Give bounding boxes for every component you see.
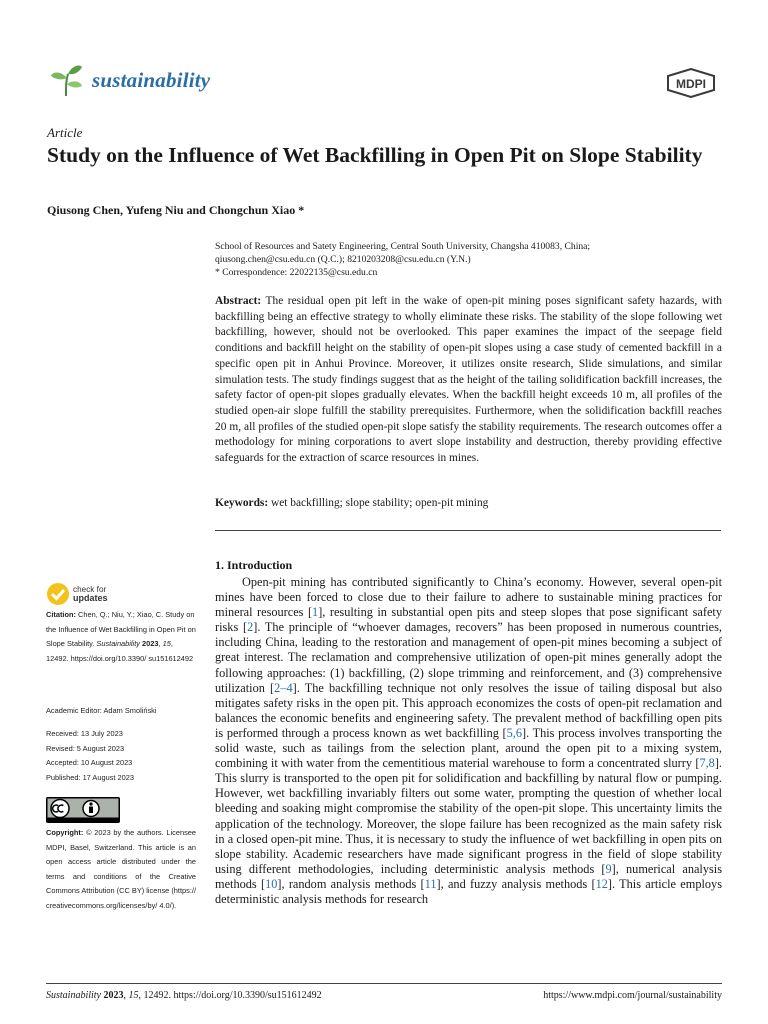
check-for-updates[interactable] xyxy=(46,582,108,606)
paper-title: Study on the Influence of Wet Backfilling in Open Pit on Slope Stability xyxy=(47,143,703,167)
copyright-label: Copyright: xyxy=(46,828,84,837)
citation-link[interactable]: 2–4 xyxy=(274,680,293,695)
footer-citation: Sustainability 2023, 15, 12492. https://doi.org/10.3390/su151612492 xyxy=(46,990,322,1001)
article-type: Article xyxy=(47,125,83,140)
journal-logo xyxy=(48,62,210,98)
check-updates-icon xyxy=(46,582,70,606)
section-heading: 1. Introduction xyxy=(215,558,293,572)
citation-link[interactable]: 12 xyxy=(595,876,608,891)
cc-by-badge[interactable] xyxy=(46,797,120,823)
copyright-block: Copyright: © 2023 by the authors. Licensee MDPI, Basel, Switzerland. This article is an open access article distributed under the terms and conditions of the Creative Commons Attribution (CC BY) license (https:// creativecommons.org/licenses/by/ 4.0/). xyxy=(46,828,196,910)
correspondence[interactable]: * Correspondence: 22022135@csu.edu.cn xyxy=(215,267,378,278)
leaf-icon xyxy=(48,62,84,98)
keywords-label: Keywords: xyxy=(215,497,269,509)
abstract-label: Abstract: xyxy=(215,295,262,307)
journal-name[interactable]: sustainability xyxy=(92,67,211,92)
published-date: Published: 17 August 2023 xyxy=(46,772,134,782)
publication-dates xyxy=(46,727,196,785)
keywords-text: wet backfilling; slope stability; open-pit mining xyxy=(271,497,489,509)
citation-link[interactable]: 10 xyxy=(265,876,278,891)
citation-link[interactable]: 2 xyxy=(247,620,254,635)
citation-block: Citation: Chen, Q.; Niu, Y.; Xiao, C. Study on the Influence of Wet Backfilling in Open Pit on Slope Stability. Sustainability 2023, 15, 12492. https://doi.org/10.3390/ su151612492 xyxy=(46,610,196,663)
citation-link[interactable]: 5,6 xyxy=(506,725,522,740)
check-updates-label: check for updates xyxy=(73,585,108,603)
footer-divider xyxy=(46,983,722,984)
author-list: Qiusong Chen, Yufeng Niu and Chongchun Xiao * xyxy=(47,203,305,217)
abstract-text: The residual open pit left in the wake of open-pit mining poses significant safety hazards, with backfilling being an effective strategy to wholly eliminate these risks. The stability of the slope following wet backfilling, however, should not be overlooked. This paper examines the impact of the seepage field conditions and backfill height on the stability of open-pit slopes using a case study of cemented backfill in a specific open pit in Anhui Province. Moreover, it utilizes onsite research, Slide simulations, and similar simulation tests. The study findings suggest that as the height of the tailing solidification backfill increases, the safety factor of open-pit slopes gradually elevates. When the backfill height exceeds 10 m, all profiles of the studied open-air slope fulfill the stability prerequisites. Furthermore, when the solidification backfill reaches 20 m, all profiles of the studied open-pit slope satisfy the stability requirements. The research outcomes offer a methodology for mining corporations to avert slope instability and destruction, thereby providing effective safeguards for the extraction of scarce resources in mines. xyxy=(215,295,722,465)
received-date: Received: 13 July 2023 xyxy=(46,729,123,738)
mdpi-logo[interactable] xyxy=(664,68,718,98)
affiliations xyxy=(215,240,725,279)
divider xyxy=(215,530,721,531)
accepted-date: Accepted: 10 August 2023 xyxy=(46,758,133,767)
citation-label: Citation: xyxy=(46,610,76,619)
keywords xyxy=(215,497,722,509)
citation-link[interactable]: 11 xyxy=(424,876,437,891)
academic-editor: Academic Editor: Adam Smoliński xyxy=(46,706,157,715)
paragraph: Open-pit mining has contributed significantly to China’s economy. However, several open-pit mines have been forced to close due to their failure to adhere to sustainable mining practices for mineral resources [1], resulting in substantial open pits and steep slopes that pose significant safety risks [2]. The principle of “whoever damages, recovers” has been proposed in numerous countries, including China, leading to the restoration and management of open-pit mines becoming a subject of great interest. The reclamation and comprehensive utilization of open-pit mines generally adopt the following approaches: (1) backfilling, (2) slope trimming and reinforcement, and (3) comprehensive utilization [2–4]. The backfilling technique not only resolves the issue of tailing disposal but also mitigates safety risks in the open pit. This approach economizes the costs of open-pit reclamation and balances the economic benefits and engineering safety. The prevalent method of backfilling open pits is performed through a process known as wet backfilling [5,6]. This process involves transporting the solid waste, such as tailings from the selection plant, around the open pit to a mixing system, combining it with water from the cementitious material warehouse to form a concentrated slurry [7,8]. This slurry is transported to the open pit for solidification and backfilling by natural flow or pumping. However, wet backfilling invariably filters out some water, prompting the question of whether local bleeding and soaking might compromise the stability of the open-pit slope. This uncertainty limits the application of the technology. Moreover, the slope failure has been recognized as the main safety risk in a closed open-pit mine. Thus, it is necessary to study the influence of wet backfilling in open pits on slope stability. Academic researchers have made significant progress in the field of slope stability using different methodologies, including deterministic analysis methods [9], numerical analysis methods [10], random analysis methods [11], and fuzzy analysis methods [12]. This article employs deterministic analysis methods for research xyxy=(215,575,723,906)
affiliation-emails[interactable]: qiusong.chen@csu.edu.cn (Q.C.); 8210203208@csu.edu.cn (Y.N.) xyxy=(215,254,471,265)
mdpi-logo-text: MDPI xyxy=(676,77,706,91)
citation-link[interactable]: 1 xyxy=(312,605,319,620)
abstract xyxy=(215,294,722,467)
footer-journal-url[interactable]: https://www.mdpi.com/journal/sustainability xyxy=(543,990,722,1001)
revised-date: Revised: 5 August 2023 xyxy=(46,743,125,753)
citation-link[interactable]: 9 xyxy=(605,861,612,876)
affiliation-line: School of Resources and Satety Engineering, Central South University, Changsha 410083, China; xyxy=(215,241,591,252)
citation-link[interactable]: 7,8 xyxy=(699,756,715,771)
introduction-body xyxy=(215,575,722,907)
